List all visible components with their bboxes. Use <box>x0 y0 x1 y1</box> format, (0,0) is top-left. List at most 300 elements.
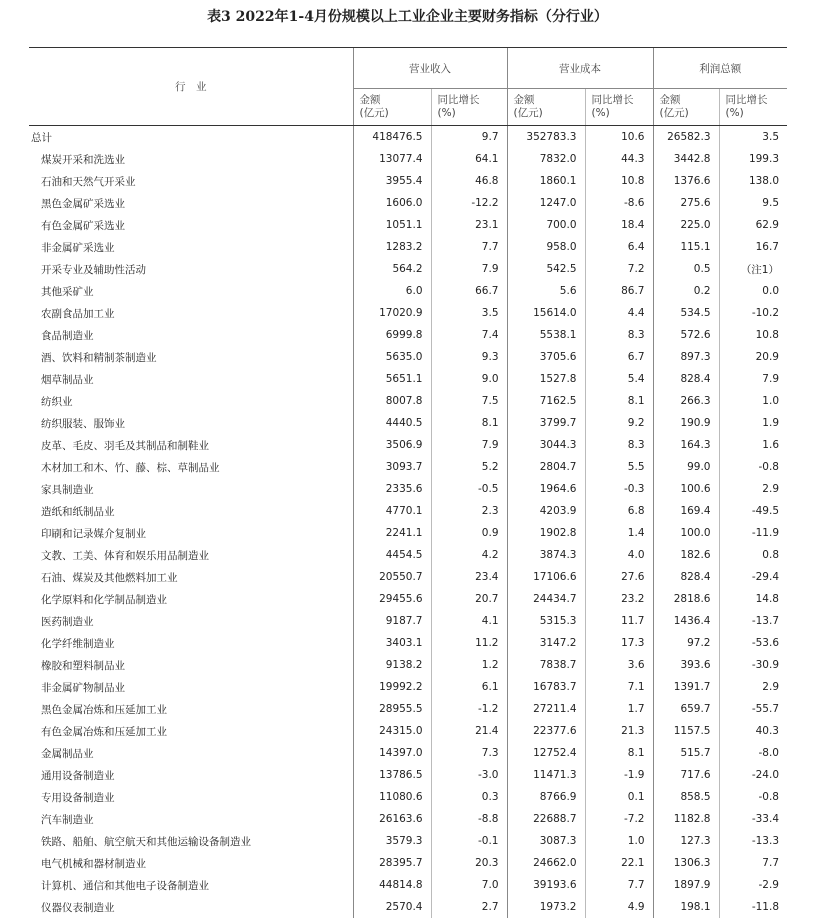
industry-name-cell <box>29 544 353 566</box>
profit-amount-cell: 659.7 <box>653 698 719 720</box>
revenue-amount-cell: 26163.6 <box>353 808 431 830</box>
profit-growth-cell: 20.9 <box>719 346 787 368</box>
profit-amount-cell: 1306.3 <box>653 852 719 874</box>
cost-amount-cell: 3799.7 <box>507 412 585 434</box>
industry-name: 有色金属矿采选业 <box>29 218 125 233</box>
profit-amount-cell: 1897.9 <box>653 874 719 896</box>
profit-amount-cell: 393.6 <box>653 654 719 676</box>
cost-growth-cell: 5.4 <box>585 368 653 390</box>
profit-growth-cell: 1.0 <box>719 390 787 412</box>
cost-amount-cell: 8766.9 <box>507 786 585 808</box>
revenue-amount-cell: 1606.0 <box>353 192 431 214</box>
revenue-growth-cell: 8.1 <box>431 412 507 434</box>
table-row <box>29 544 787 566</box>
profit-growth-cell: 9.5 <box>719 192 787 214</box>
cost-growth-cell: 8.1 <box>585 390 653 412</box>
industry-name-cell <box>29 742 353 764</box>
industry-name: 铁路、船舶、航空航天和其他运输设备制造业 <box>29 834 251 849</box>
cost-growth-cell: 7.7 <box>585 874 653 896</box>
revenue-growth-cell: 66.7 <box>431 280 507 302</box>
industry-name-cell <box>29 148 353 170</box>
industry-name-cell <box>29 170 353 192</box>
revenue-amount-cell: 4770.1 <box>353 500 431 522</box>
table-row <box>29 412 787 434</box>
cost-growth-cell: 0.1 <box>585 786 653 808</box>
profit-growth-cell: -11.9 <box>719 522 787 544</box>
cost-amount-cell: 5315.3 <box>507 610 585 632</box>
table-row <box>29 148 787 170</box>
profit-growth-cell: 0.8 <box>719 544 787 566</box>
industry-name: 化学原料和化学制品制造业 <box>29 592 167 607</box>
industry-name: 酒、饮料和精制茶制造业 <box>29 350 157 365</box>
industry-name-cell <box>29 302 353 324</box>
revenue-growth-cell: 9.7 <box>431 126 507 149</box>
table-body <box>29 126 787 918</box>
cost-amount-cell: 1973.2 <box>507 896 585 918</box>
cost-growth-cell: 4.9 <box>585 896 653 918</box>
cost-growth-cell: 8.3 <box>585 434 653 456</box>
industry-name: 非金属矿采选业 <box>29 240 115 255</box>
profit-growth-cell: -10.2 <box>719 302 787 324</box>
revenue-amount-cell: 6.0 <box>353 280 431 302</box>
cost-growth-cell: 6.8 <box>585 500 653 522</box>
revenue-growth-cell: 7.7 <box>431 236 507 258</box>
profit-amount-cell: 0.2 <box>653 280 719 302</box>
cost-amount-cell: 12752.4 <box>507 742 585 764</box>
revenue-growth-cell: 11.2 <box>431 632 507 654</box>
industry-name: 开采专业及辅助性活动 <box>29 262 146 277</box>
table-row <box>29 764 787 786</box>
revenue-growth-cell: 7.9 <box>431 258 507 280</box>
revenue-growth-cell: 7.4 <box>431 324 507 346</box>
industry-name: 计算机、通信和其他电子设备制造业 <box>29 878 209 893</box>
profit-growth-cell: 0.0 <box>719 280 787 302</box>
revenue-amount-cell: 44814.8 <box>353 874 431 896</box>
revenue-growth-cell: -3.0 <box>431 764 507 786</box>
industry-name-cell <box>29 610 353 632</box>
revenue-growth-cell: 20.3 <box>431 852 507 874</box>
cost-growth-cell: 22.1 <box>585 852 653 874</box>
industry-name: 食品制造业 <box>29 328 94 343</box>
cost-amount-cell: 2804.7 <box>507 456 585 478</box>
revenue-growth-cell: 0.3 <box>431 786 507 808</box>
profit-amount-cell: 169.4 <box>653 500 719 522</box>
industry-name-cell <box>29 566 353 588</box>
industry-name-cell <box>29 412 353 434</box>
industry-name: 木材加工和木、竹、藤、棕、草制品业 <box>29 460 220 475</box>
table-row <box>29 698 787 720</box>
profit-amount-cell: 97.2 <box>653 632 719 654</box>
industry-name: 煤炭开采和洗选业 <box>29 152 125 167</box>
industry-name: 总计 <box>29 130 52 145</box>
revenue-growth-cell: 46.8 <box>431 170 507 192</box>
cost-growth-cell: 11.7 <box>585 610 653 632</box>
growth-subheader: 同比增长 (%) <box>719 89 787 126</box>
industry-name-cell <box>29 500 353 522</box>
cost-growth-cell: 7.1 <box>585 676 653 698</box>
revenue-growth-cell: 7.0 <box>431 874 507 896</box>
industry-name-cell <box>29 764 353 786</box>
profit-growth-cell: -49.5 <box>719 500 787 522</box>
industry-name-cell <box>29 720 353 742</box>
profit-amount-cell: 100.6 <box>653 478 719 500</box>
cost-amount-cell: 39193.6 <box>507 874 585 896</box>
industry-name-cell <box>29 632 353 654</box>
cost-growth-cell: 44.3 <box>585 148 653 170</box>
cost-growth-cell: 18.4 <box>585 214 653 236</box>
cost-growth-cell: -7.2 <box>585 808 653 830</box>
profit-growth-cell: -0.8 <box>719 456 787 478</box>
revenue-amount-cell: 4454.5 <box>353 544 431 566</box>
cost-growth-cell: 27.6 <box>585 566 653 588</box>
cost-amount-cell: 3705.6 <box>507 346 585 368</box>
cost-amount-cell: 22688.7 <box>507 808 585 830</box>
industry-name-cell <box>29 786 353 808</box>
industry-name: 其他采矿业 <box>29 284 94 299</box>
profit-amount-cell: 1436.4 <box>653 610 719 632</box>
profit-growth-cell: -33.4 <box>719 808 787 830</box>
profit-growth-cell: -29.4 <box>719 566 787 588</box>
revenue-amount-cell: 5635.0 <box>353 346 431 368</box>
revenue-growth-cell: 5.2 <box>431 456 507 478</box>
cost-amount-cell: 1964.6 <box>507 478 585 500</box>
revenue-amount-cell: 28395.7 <box>353 852 431 874</box>
revenue-growth-cell: 9.3 <box>431 346 507 368</box>
table-row <box>29 478 787 500</box>
table-row <box>29 324 787 346</box>
profit-growth-cell: 62.9 <box>719 214 787 236</box>
industry-name: 非金属矿物制品业 <box>29 680 125 695</box>
industry-name-cell <box>29 698 353 720</box>
revenue-header: 营业收入 <box>353 48 507 89</box>
cost-growth-cell: 4.4 <box>585 302 653 324</box>
industry-name: 家具制造业 <box>29 482 94 497</box>
revenue-growth-cell: 0.9 <box>431 522 507 544</box>
profit-growth-cell: 199.3 <box>719 148 787 170</box>
table-row <box>29 258 787 280</box>
cost-growth-cell: 1.7 <box>585 698 653 720</box>
profit-amount-cell: 0.5 <box>653 258 719 280</box>
industry-name: 印刷和记录媒介复制业 <box>29 526 146 541</box>
revenue-growth-cell: 23.1 <box>431 214 507 236</box>
cost-amount-cell: 15614.0 <box>507 302 585 324</box>
profit-amount-cell: 717.6 <box>653 764 719 786</box>
industry-name-cell <box>29 852 353 874</box>
industry-name: 电气机械和器材制造业 <box>29 856 146 871</box>
revenue-amount-cell: 2335.6 <box>353 478 431 500</box>
industry-name: 烟草制品业 <box>29 372 94 387</box>
table-row <box>29 126 787 149</box>
revenue-amount-cell: 29455.6 <box>353 588 431 610</box>
industry-header: 行 业 <box>29 48 353 126</box>
industry-name: 纺织业 <box>29 394 73 409</box>
cost-growth-cell: 10.8 <box>585 170 653 192</box>
industry-name-cell <box>29 830 353 852</box>
profit-header: 利润总额 <box>653 48 787 89</box>
revenue-amount-cell: 1051.1 <box>353 214 431 236</box>
revenue-amount-cell: 3579.3 <box>353 830 431 852</box>
revenue-amount-cell: 418476.5 <box>353 126 431 149</box>
table-row <box>29 786 787 808</box>
profit-amount-cell: 164.3 <box>653 434 719 456</box>
cost-growth-cell: -1.9 <box>585 764 653 786</box>
profit-amount-cell: 828.4 <box>653 368 719 390</box>
cost-amount-cell: 352783.3 <box>507 126 585 149</box>
industry-name: 有色金属冶炼和压延加工业 <box>29 724 167 739</box>
profit-growth-cell: -11.8 <box>719 896 787 918</box>
amount-subheader: 金额 (亿元) <box>507 89 585 126</box>
revenue-amount-cell: 2241.1 <box>353 522 431 544</box>
revenue-growth-cell: 23.4 <box>431 566 507 588</box>
cost-growth-cell: 9.2 <box>585 412 653 434</box>
cost-growth-cell: 3.6 <box>585 654 653 676</box>
revenue-amount-cell: 3093.7 <box>353 456 431 478</box>
cost-amount-cell: 7832.0 <box>507 148 585 170</box>
profit-amount-cell: 1157.5 <box>653 720 719 742</box>
industry-name: 黑色金属冶炼和压延加工业 <box>29 702 167 717</box>
industry-name-cell <box>29 654 353 676</box>
revenue-growth-cell: -0.5 <box>431 478 507 500</box>
table-row <box>29 214 787 236</box>
amount-subheader: 金额 (亿元) <box>653 89 719 126</box>
cost-amount-cell: 542.5 <box>507 258 585 280</box>
industry-name-cell <box>29 874 353 896</box>
cost-amount-cell: 1902.8 <box>507 522 585 544</box>
industry-name: 皮革、毛皮、羽毛及其制品和制鞋业 <box>29 438 209 453</box>
table-row <box>29 830 787 852</box>
cost-amount-cell: 3044.3 <box>507 434 585 456</box>
profit-growth-cell: 2.9 <box>719 478 787 500</box>
cost-growth-cell: 21.3 <box>585 720 653 742</box>
revenue-growth-cell: 7.5 <box>431 390 507 412</box>
profit-amount-cell: 1376.6 <box>653 170 719 192</box>
cost-growth-cell: 23.2 <box>585 588 653 610</box>
cost-amount-cell: 3147.2 <box>507 632 585 654</box>
table-row <box>29 742 787 764</box>
revenue-amount-cell: 24315.0 <box>353 720 431 742</box>
revenue-growth-cell: 3.5 <box>431 302 507 324</box>
table-row <box>29 610 787 632</box>
table-row <box>29 808 787 830</box>
industry-name-cell <box>29 522 353 544</box>
cost-amount-cell: 958.0 <box>507 236 585 258</box>
revenue-growth-cell: 6.1 <box>431 676 507 698</box>
industry-name-cell <box>29 588 353 610</box>
revenue-growth-cell: 7.3 <box>431 742 507 764</box>
cost-growth-cell: -0.3 <box>585 478 653 500</box>
profit-amount-cell: 858.5 <box>653 786 719 808</box>
industry-name-cell <box>29 280 353 302</box>
cost-header: 营业成本 <box>507 48 653 89</box>
table-row <box>29 676 787 698</box>
revenue-amount-cell: 20550.7 <box>353 566 431 588</box>
industry-name-cell <box>29 346 353 368</box>
table-row <box>29 346 787 368</box>
profit-amount-cell: 26582.3 <box>653 126 719 149</box>
table-row <box>29 280 787 302</box>
industry-name-cell <box>29 258 353 280</box>
profit-growth-cell: 40.3 <box>719 720 787 742</box>
industry-name-cell <box>29 456 353 478</box>
profit-amount-cell: 190.9 <box>653 412 719 434</box>
cost-growth-cell: 8.1 <box>585 742 653 764</box>
table-row <box>29 566 787 588</box>
profit-growth-cell: 3.5 <box>719 126 787 149</box>
revenue-amount-cell: 564.2 <box>353 258 431 280</box>
profit-growth-cell: 138.0 <box>719 170 787 192</box>
table-row <box>29 170 787 192</box>
cost-amount-cell: 1860.1 <box>507 170 585 192</box>
table-row <box>29 874 787 896</box>
revenue-amount-cell: 2570.4 <box>353 896 431 918</box>
profit-amount-cell: 897.3 <box>653 346 719 368</box>
profit-growth-cell: -2.9 <box>719 874 787 896</box>
revenue-growth-cell: -1.2 <box>431 698 507 720</box>
cost-amount-cell: 22377.6 <box>507 720 585 742</box>
revenue-growth-cell: -0.1 <box>431 830 507 852</box>
profit-amount-cell: 275.6 <box>653 192 719 214</box>
revenue-growth-cell: 2.7 <box>431 896 507 918</box>
cost-amount-cell: 7838.7 <box>507 654 585 676</box>
cost-amount-cell: 1247.0 <box>507 192 585 214</box>
cost-growth-cell: 4.0 <box>585 544 653 566</box>
profit-amount-cell: 828.4 <box>653 566 719 588</box>
cost-amount-cell: 7162.5 <box>507 390 585 412</box>
cost-growth-cell: 8.3 <box>585 324 653 346</box>
cost-amount-cell: 24662.0 <box>507 852 585 874</box>
revenue-growth-cell: 2.3 <box>431 500 507 522</box>
cost-amount-cell: 16783.7 <box>507 676 585 698</box>
profit-growth-cell: 7.9 <box>719 368 787 390</box>
profit-amount-cell: 100.0 <box>653 522 719 544</box>
revenue-amount-cell: 9187.7 <box>353 610 431 632</box>
revenue-amount-cell: 19992.2 <box>353 676 431 698</box>
industry-name-cell <box>29 434 353 456</box>
cost-amount-cell: 27211.4 <box>507 698 585 720</box>
profit-growth-cell: -53.6 <box>719 632 787 654</box>
profit-amount-cell: 1182.8 <box>653 808 719 830</box>
table-title: 表3 2022年1-4月份规模以上工业企业主要财务指标（分行业） <box>0 6 815 26</box>
cost-amount-cell: 24434.7 <box>507 588 585 610</box>
revenue-amount-cell: 4440.5 <box>353 412 431 434</box>
revenue-growth-cell: 7.9 <box>431 434 507 456</box>
revenue-amount-cell: 9138.2 <box>353 654 431 676</box>
industry-name-cell <box>29 126 353 149</box>
cost-amount-cell: 3087.3 <box>507 830 585 852</box>
profit-amount-cell: 534.5 <box>653 302 719 324</box>
profit-growth-cell: -24.0 <box>719 764 787 786</box>
industry-name: 石油、煤炭及其他燃料加工业 <box>29 570 178 585</box>
industry-name: 通用设备制造业 <box>29 768 115 783</box>
industry-name-cell <box>29 214 353 236</box>
amount-subheader: 金额 (亿元) <box>353 89 431 126</box>
cost-amount-cell: 11471.3 <box>507 764 585 786</box>
industry-name-cell <box>29 478 353 500</box>
industry-name: 纺织服装、服饰业 <box>29 416 125 431</box>
profit-amount-cell: 572.6 <box>653 324 719 346</box>
profit-amount-cell: 115.1 <box>653 236 719 258</box>
revenue-growth-cell: 1.2 <box>431 654 507 676</box>
table-row <box>29 236 787 258</box>
profit-growth-cell: -13.7 <box>719 610 787 632</box>
cost-growth-cell: 6.4 <box>585 236 653 258</box>
profit-growth-cell: -30.9 <box>719 654 787 676</box>
revenue-growth-cell: -12.2 <box>431 192 507 214</box>
profit-growth-cell: 1.6 <box>719 434 787 456</box>
revenue-growth-cell: 21.4 <box>431 720 507 742</box>
profit-amount-cell: 266.3 <box>653 390 719 412</box>
revenue-amount-cell: 14397.0 <box>353 742 431 764</box>
industry-name-cell <box>29 236 353 258</box>
industry-name: 石油和天然气开采业 <box>29 174 136 189</box>
industry-name: 汽车制造业 <box>29 812 94 827</box>
revenue-amount-cell: 8007.8 <box>353 390 431 412</box>
profit-growth-cell: 14.8 <box>719 588 787 610</box>
industry-name-cell <box>29 324 353 346</box>
industry-name: 造纸和纸制品业 <box>29 504 115 519</box>
table-header <box>29 48 787 126</box>
profit-amount-cell: 2818.6 <box>653 588 719 610</box>
revenue-amount-cell: 13077.4 <box>353 148 431 170</box>
profit-growth-cell: 16.7 <box>719 236 787 258</box>
industry-name-cell <box>29 676 353 698</box>
table-row <box>29 720 787 742</box>
profit-amount-cell: 1391.7 <box>653 676 719 698</box>
table-row <box>29 390 787 412</box>
revenue-amount-cell: 3955.4 <box>353 170 431 192</box>
profit-amount-cell: 198.1 <box>653 896 719 918</box>
industry-name: 专用设备制造业 <box>29 790 115 805</box>
table-row <box>29 302 787 324</box>
revenue-amount-cell: 3506.9 <box>353 434 431 456</box>
cost-amount-cell: 17106.6 <box>507 566 585 588</box>
profit-amount-cell: 515.7 <box>653 742 719 764</box>
revenue-amount-cell: 17020.9 <box>353 302 431 324</box>
cost-growth-cell: 1.0 <box>585 830 653 852</box>
revenue-amount-cell: 1283.2 <box>353 236 431 258</box>
cost-growth-cell: 6.7 <box>585 346 653 368</box>
profit-growth-cell: 7.7 <box>719 852 787 874</box>
profit-amount-cell: 127.3 <box>653 830 719 852</box>
cost-growth-cell: -8.6 <box>585 192 653 214</box>
revenue-growth-cell: 4.2 <box>431 544 507 566</box>
profit-amount-cell: 182.6 <box>653 544 719 566</box>
table-row <box>29 522 787 544</box>
profit-growth-cell: 2.9 <box>719 676 787 698</box>
industry-name: 化学纤维制造业 <box>29 636 115 651</box>
cost-amount-cell: 1527.8 <box>507 368 585 390</box>
growth-subheader: 同比增长 (%) <box>431 89 507 126</box>
growth-subheader: 同比增长 (%) <box>585 89 653 126</box>
profit-amount-cell: 225.0 <box>653 214 719 236</box>
cost-amount-cell: 700.0 <box>507 214 585 236</box>
revenue-amount-cell: 13786.5 <box>353 764 431 786</box>
revenue-growth-cell: 4.1 <box>431 610 507 632</box>
table-row <box>29 192 787 214</box>
profit-growth-cell: （注1） <box>719 258 787 280</box>
table-row <box>29 368 787 390</box>
table-row <box>29 588 787 610</box>
profit-growth-cell: -8.0 <box>719 742 787 764</box>
table-row <box>29 654 787 676</box>
cost-growth-cell: 17.3 <box>585 632 653 654</box>
industry-name-cell <box>29 368 353 390</box>
cost-amount-cell: 4203.9 <box>507 500 585 522</box>
table-row <box>29 434 787 456</box>
profit-amount-cell: 3442.8 <box>653 148 719 170</box>
industry-name: 黑色金属矿采选业 <box>29 196 125 211</box>
cost-growth-cell: 86.7 <box>585 280 653 302</box>
